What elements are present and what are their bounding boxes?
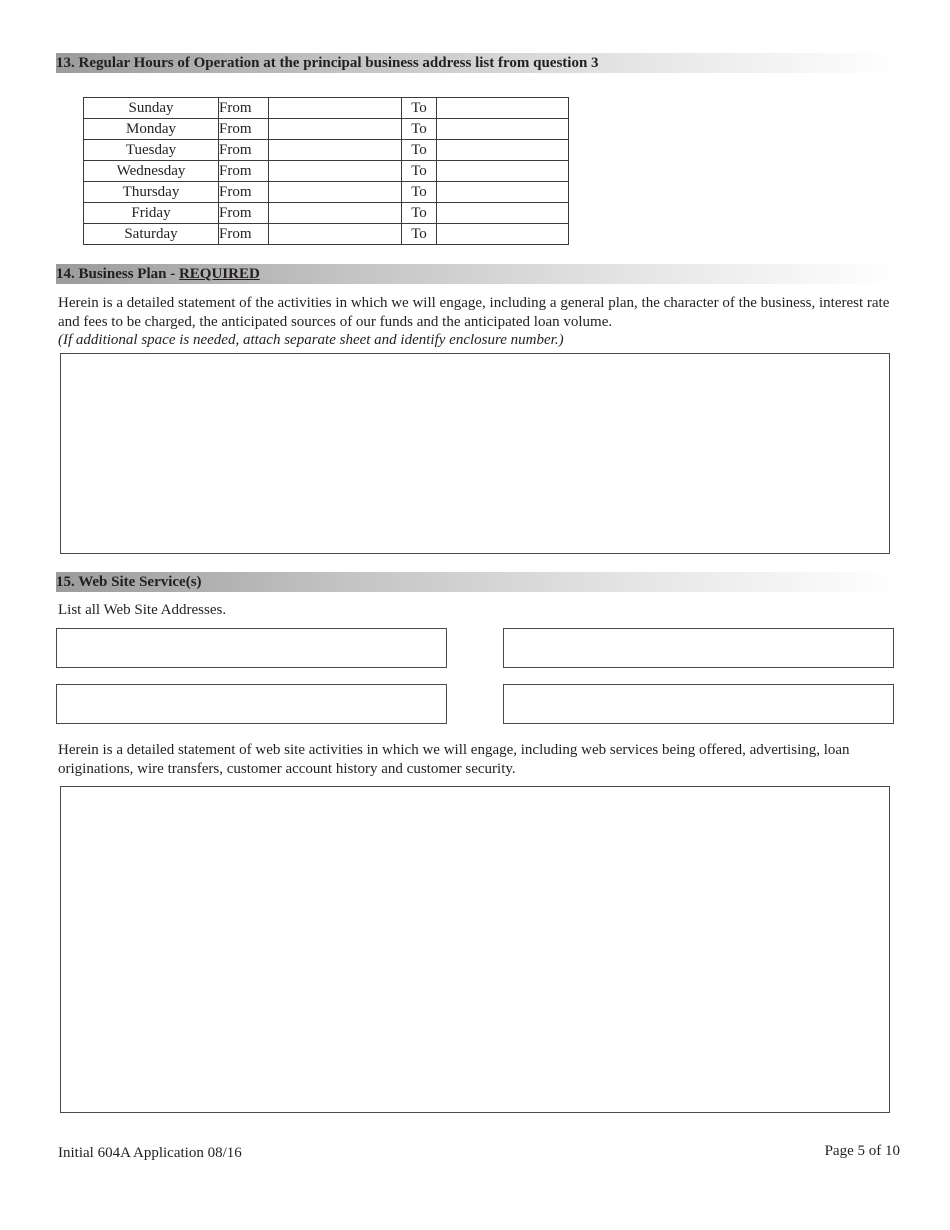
from-label: From bbox=[219, 119, 269, 140]
to-time-cell bbox=[437, 98, 569, 119]
section-15-title: 15. Web Site Service(s) bbox=[56, 574, 202, 590]
from-time-input[interactable] bbox=[269, 224, 401, 244]
from-time-cell bbox=[269, 161, 402, 182]
from-time-input[interactable] bbox=[269, 119, 401, 139]
hours-row-monday bbox=[84, 119, 569, 140]
to-time-input[interactable] bbox=[437, 140, 568, 160]
to-time-cell bbox=[437, 140, 569, 161]
web-site-address-1[interactable] bbox=[56, 628, 447, 668]
day-label: Saturday bbox=[84, 224, 219, 245]
hours-row-tuesday bbox=[84, 140, 569, 161]
day-label: Friday bbox=[84, 203, 219, 224]
to-time-input[interactable] bbox=[437, 182, 568, 202]
from-time-cell bbox=[269, 203, 402, 224]
hours-row-thursday bbox=[84, 182, 569, 203]
business-plan-note: (If additional space is needed, attach separate sheet and identify enclosure number.) bbox=[58, 332, 564, 348]
hours-row-saturday bbox=[84, 224, 569, 245]
from-time-input[interactable] bbox=[269, 140, 401, 160]
section-15-header bbox=[56, 572, 896, 592]
to-time-input[interactable] bbox=[437, 203, 568, 223]
to-label: To bbox=[402, 119, 437, 140]
day-label: Sunday bbox=[84, 98, 219, 119]
day-label: Wednesday bbox=[84, 161, 219, 182]
to-label: To bbox=[402, 98, 437, 119]
to-time-cell bbox=[437, 119, 569, 140]
section-13-title: 13. Regular Hours of Operation at the principal business address list from question 3 bbox=[56, 55, 599, 71]
from-time-cell bbox=[269, 224, 402, 245]
to-label: To bbox=[402, 161, 437, 182]
section-14-title-prefix: 14. Business Plan - bbox=[56, 266, 179, 282]
to-label: To bbox=[402, 182, 437, 203]
from-time-input[interactable] bbox=[269, 161, 401, 181]
section-14-header bbox=[56, 264, 896, 284]
business-plan-description bbox=[58, 294, 898, 350]
from-time-cell bbox=[269, 182, 402, 203]
required-label: REQUIRED bbox=[178, 266, 260, 282]
hours-row-sunday bbox=[84, 98, 569, 119]
from-label: From bbox=[219, 161, 269, 182]
day-label: Thursday bbox=[84, 182, 219, 203]
from-time-input[interactable] bbox=[269, 203, 401, 223]
web-site-address-4[interactable] bbox=[503, 684, 894, 724]
to-label: To bbox=[402, 203, 437, 224]
to-time-input[interactable] bbox=[437, 161, 568, 181]
to-label: To bbox=[402, 224, 437, 245]
to-time-cell bbox=[437, 161, 569, 182]
hours-row-wednesday bbox=[84, 161, 569, 182]
from-label: From bbox=[219, 182, 269, 203]
from-label: From bbox=[219, 140, 269, 161]
to-time-input[interactable] bbox=[437, 119, 568, 139]
web-site-address-2[interactable] bbox=[503, 628, 894, 668]
from-label: From bbox=[219, 203, 269, 224]
web-site-activities-textarea[interactable] bbox=[60, 786, 890, 1113]
from-time-cell bbox=[269, 140, 402, 161]
web-site-activities-description: Herein is a detailed statement of web site activities in which we will engage, including web services being offered, advertising, loan originations, wire transfers, customer account history and customer security. bbox=[58, 742, 850, 777]
from-time-cell bbox=[269, 98, 402, 119]
to-time-cell bbox=[437, 182, 569, 203]
business-plan-text: Herein is a detailed statement of the activities in which we will engage, including a general plan, the character of the business, interest rate and fees to be charged, the anticipated sources of our funds and the anticipated loan volume. bbox=[58, 295, 890, 330]
business-plan-textarea[interactable] bbox=[60, 353, 890, 554]
from-time-input[interactable] bbox=[269, 182, 401, 202]
to-time-input[interactable] bbox=[437, 224, 568, 244]
to-time-input[interactable] bbox=[437, 98, 568, 118]
day-label: Monday bbox=[84, 119, 219, 140]
web-site-list-label: List all Web Site Addresses. bbox=[58, 602, 227, 618]
to-time-cell bbox=[437, 203, 569, 224]
hours-of-operation-table bbox=[83, 97, 569, 245]
from-time-cell bbox=[269, 119, 402, 140]
from-time-input[interactable] bbox=[269, 98, 401, 118]
footer-form-id: Initial 604A Application 08/16 bbox=[58, 1145, 242, 1161]
from-label: From bbox=[219, 98, 269, 119]
day-label: Tuesday bbox=[84, 140, 219, 161]
to-time-cell bbox=[437, 224, 569, 245]
hours-row-friday bbox=[84, 203, 569, 224]
web-site-address-3[interactable] bbox=[56, 684, 447, 724]
section-13-header bbox=[56, 53, 896, 73]
from-label: From bbox=[219, 224, 269, 245]
footer-page-number: Page 5 of 10 bbox=[824, 1143, 900, 1159]
to-label: To bbox=[402, 140, 437, 161]
